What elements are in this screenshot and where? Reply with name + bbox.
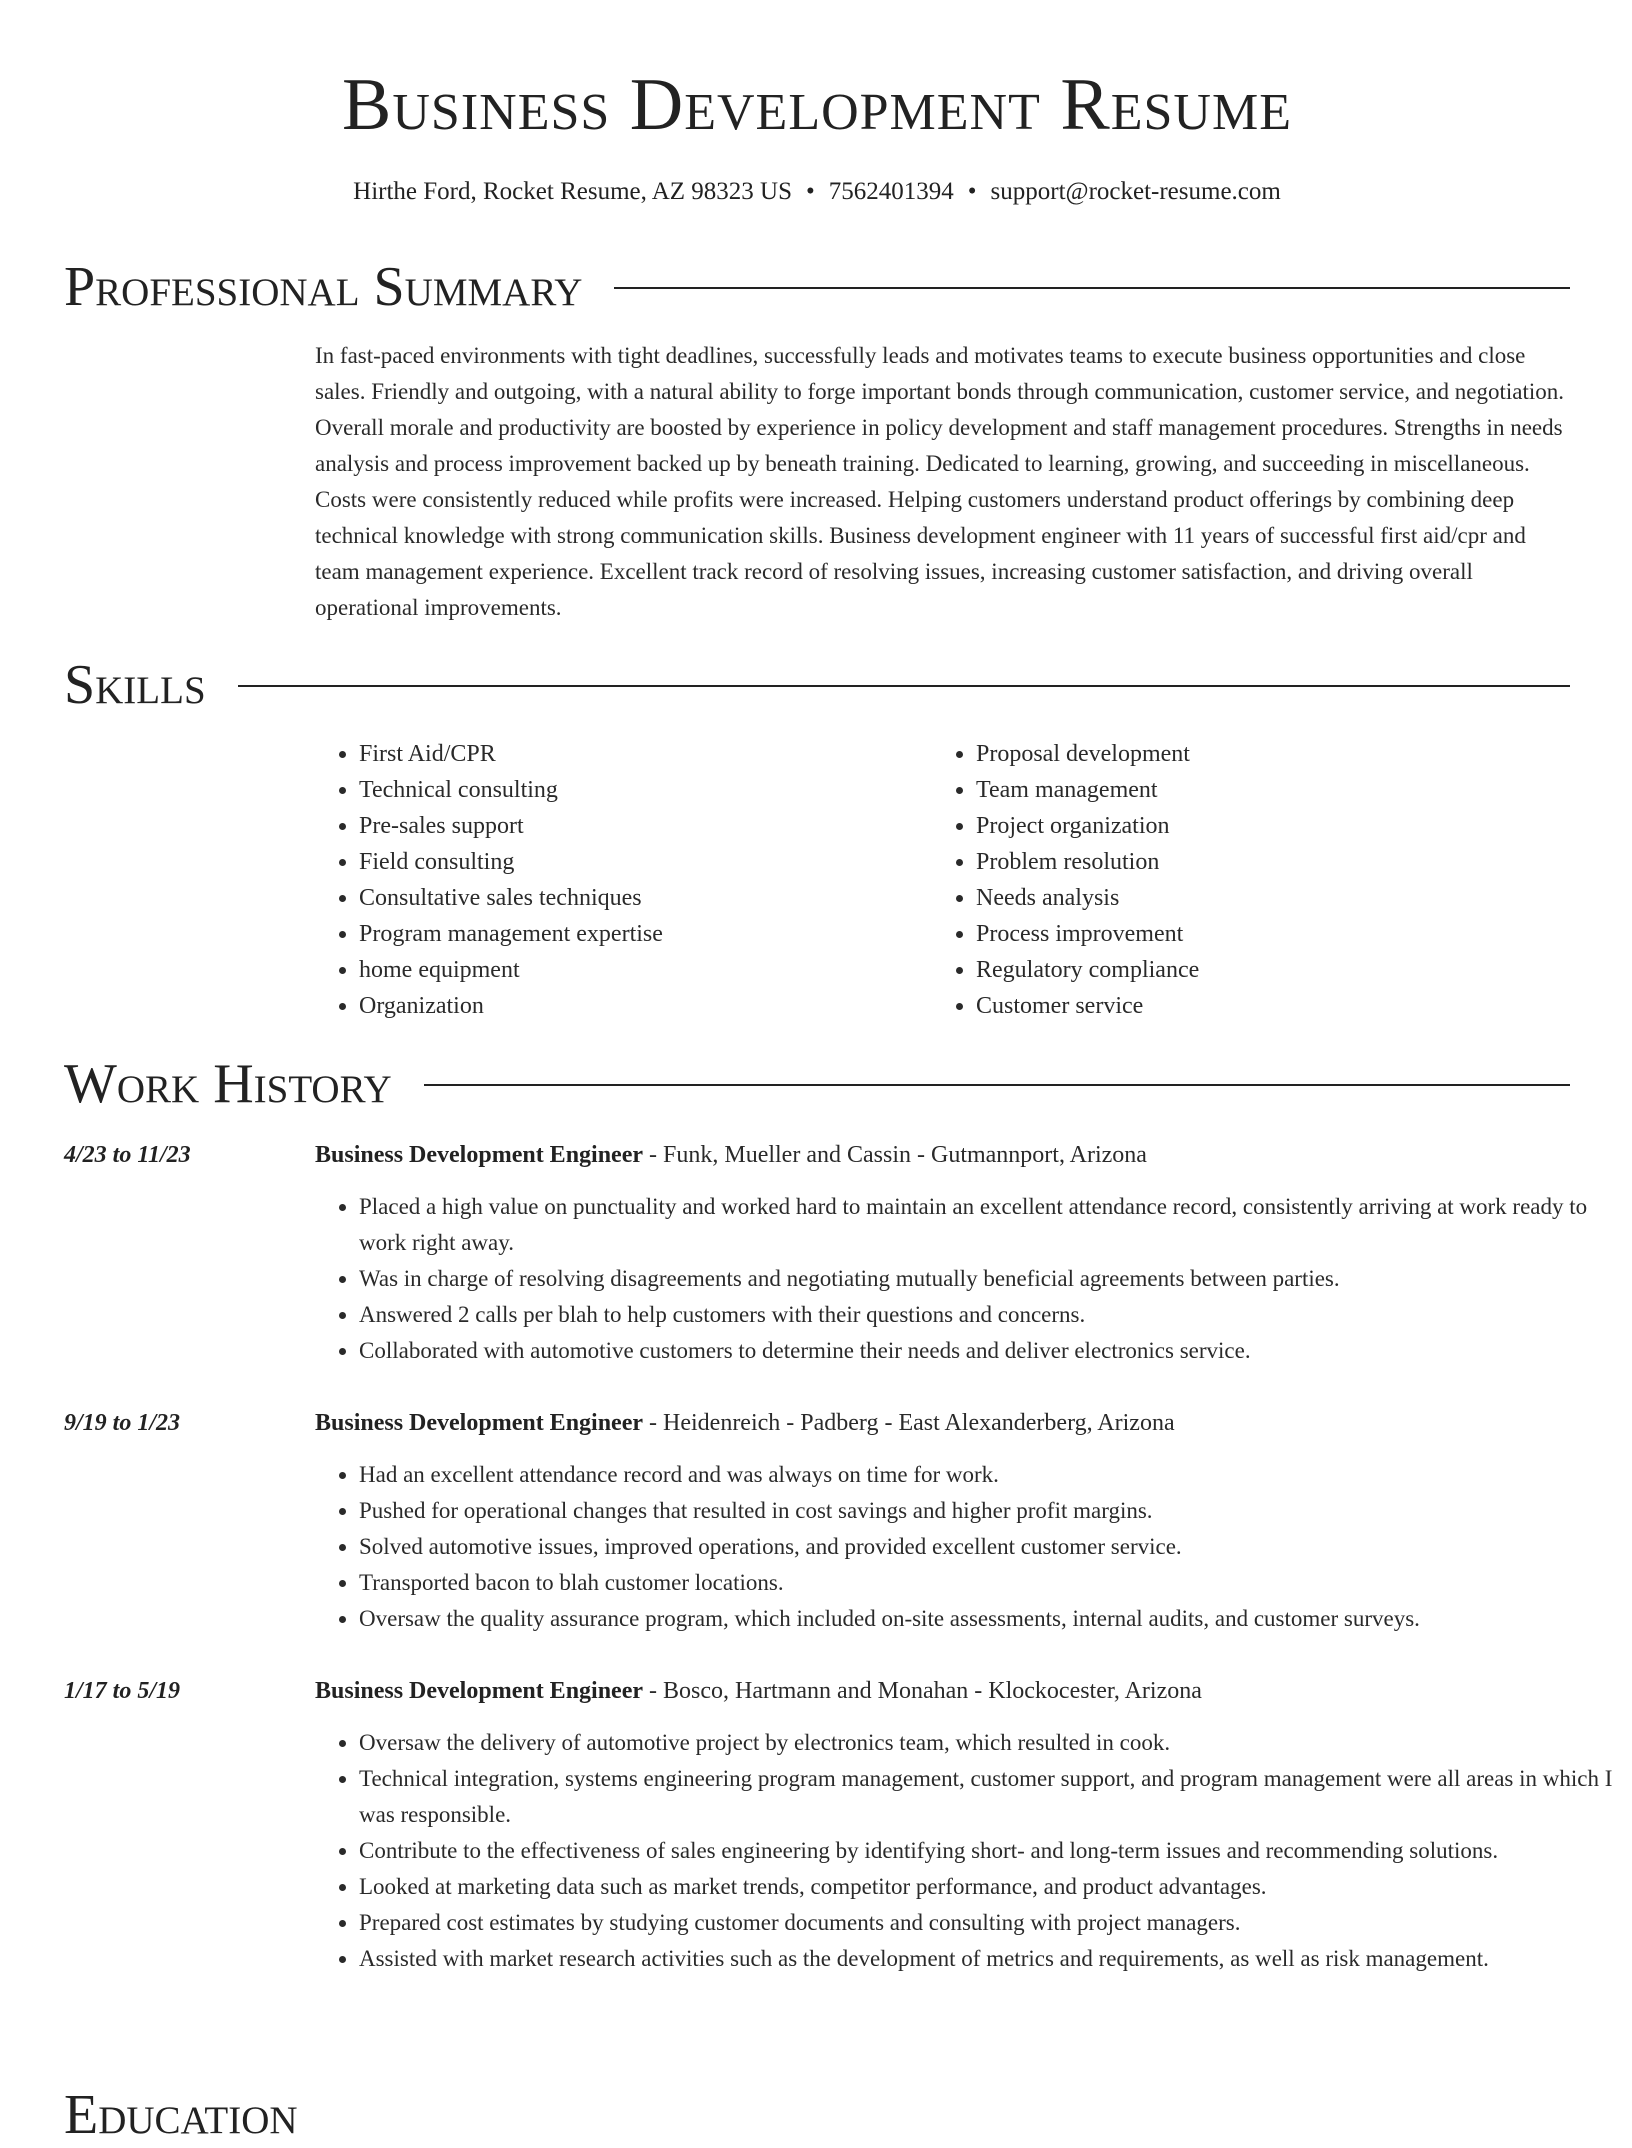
- contact-line: [64, 172, 1570, 212]
- job-bullet: • Oversaw the delivery of automotive project by electronics team, which resulted in cook.: [359, 1725, 1614, 1761]
- contact-email[interactable]: support@rocket-resume.com: [990, 178, 1281, 205]
- skill-item: • Program management expertise: [359, 916, 663, 952]
- job-bullet: • Looked at marketing data such as market trends, competitor performance, and product advantages.: [359, 1869, 1614, 1905]
- job-role: Business Development Engineer: [315, 1410, 644, 1436]
- job-dates: 9/19 to 1/23: [64, 1410, 181, 1436]
- skill-item: • Team management: [976, 772, 1199, 808]
- job-role: Business Development Engineer: [315, 1678, 644, 1704]
- skill-item: • Pre-sales support: [359, 808, 663, 844]
- job-title-line: [315, 1137, 1147, 1173]
- summary-text: In fast-paced environments with tight deadlines, successfully leads and motivates teams to execute business opportunities and close sales. Friendly and outgoing, with a natural ability to forge important bonds through communication, customer service, and negotiation. Overall morale and productivity are boosted by experience in policy development and staff management procedures. Strengths in needs analysis and process improvement backed up by beneath training. Dedicated to learning, growing, and succeeding in miscellaneous. Costs were consistently reduced while profits were increased. Helping customers understand product offerings by combining deep technical knowledge with strong communication skills. Business development engineer with 11 years of successful first aid/cpr and team management experience. Excellent track record of resolving issues, increasing customer satisfaction, and driving overall operational improvements.: [315, 343, 1564, 620]
- job-bullet: • Contribute to the effectiveness of sales engineering by identifying short- and long-term issues and recommending solutions.: [359, 1833, 1614, 1869]
- skill-item: • Organization: [359, 988, 663, 1024]
- section-heading: Professional Summary: [64, 256, 583, 318]
- job-bullet: • Was in charge of resolving disagreements and negotiating mutually beneficial agreements between parties.: [359, 1261, 1614, 1297]
- skill-item: • Proposal development: [976, 736, 1199, 772]
- skill-item: • Process improvement: [976, 916, 1199, 952]
- skill-item: • Needs analysis: [976, 880, 1199, 916]
- skill-item: • Customer service: [976, 988, 1199, 1024]
- job-dates: 4/23 to 11/23: [64, 1142, 191, 1168]
- section-rule: [424, 1084, 1570, 1086]
- job-bullet: • Prepared cost estimates by studying customer documents and consulting with project managers.: [359, 1905, 1614, 1941]
- job-bullet: • Technical integration, systems engineering program management, customer support, and program management were all areas in which I was responsible.: [359, 1761, 1614, 1833]
- section-heading: Work History: [64, 1053, 392, 1115]
- job-bullets: [315, 1189, 1614, 1369]
- job-dates: 1/17 to 5/19: [64, 1678, 181, 1704]
- job-employer: - Funk, Mueller and Cassin - Gutmannport, Arizona: [643, 1142, 1147, 1168]
- skills-list-right: [932, 736, 1199, 1024]
- job-employer: - Bosco, Hartmann and Monahan - Klockocester, Arizona: [643, 1678, 1202, 1704]
- job-bullets: [315, 1725, 1614, 1977]
- skill-item: • Consultative sales techniques: [359, 880, 663, 916]
- document-title: Business Development Resume: [342, 64, 1292, 146]
- job-bullet: • Placed a high value on punctuality and worked hard to maintain an excellent attendance record, consistently arriving at work ready to work right away.: [359, 1189, 1614, 1261]
- section-rule: [614, 287, 1570, 289]
- job-bullet: • Solved automotive issues, improved operations, and provided excellent customer service.: [359, 1529, 1614, 1565]
- skill-item: • Technical consulting: [359, 772, 663, 808]
- job-bullet: • Transported bacon to blah customer locations.: [359, 1565, 1614, 1601]
- skills-list-left: [315, 736, 663, 1024]
- job-bullet: • Had an excellent attendance record and was always on time for work.: [359, 1457, 1614, 1493]
- section-heading: Skills: [64, 654, 206, 716]
- contact-phone: 7562401394: [828, 178, 954, 205]
- section-work-history: [64, 1051, 1570, 1117]
- contact-separator: •: [967, 178, 977, 205]
- skill-item: • Regulatory compliance: [976, 952, 1199, 988]
- skill-item: • Field consulting: [359, 844, 663, 880]
- section-skills: [64, 652, 1570, 718]
- skill-item: • Project organization: [976, 808, 1199, 844]
- section-heading-education: Education: [64, 2084, 298, 2146]
- job-bullet: • Collaborated with automotive customers to determine their needs and deliver electronics service.: [359, 1333, 1614, 1369]
- section-rule: [238, 685, 1570, 687]
- job-bullet: • Pushed for operational changes that resulted in cost savings and higher profit margins.: [359, 1493, 1614, 1529]
- skill-item: • home equipment: [359, 952, 663, 988]
- contact-address: Hirthe Ford, Rocket Resume, AZ 98323 US: [353, 178, 793, 205]
- job-bullet: • Assisted with market research activities such as the development of metrics and requirements, as well as risk management.: [359, 1941, 1614, 1977]
- job-bullets: [315, 1457, 1614, 1637]
- job-bullet: • Oversaw the quality assurance program, which included on-site assessments, internal audits, and customer surveys.: [359, 1601, 1614, 1637]
- job-bullet: • Answered 2 calls per blah to help customers with their questions and concerns.: [359, 1297, 1614, 1333]
- skill-item: • Problem resolution: [976, 844, 1199, 880]
- job-title-line: [315, 1673, 1202, 1709]
- job-employer: - Heidenreich - Padberg - East Alexanderberg, Arizona: [643, 1410, 1175, 1436]
- contact-separator: •: [806, 178, 815, 205]
- job-role: Business Development Engineer: [315, 1142, 644, 1168]
- skill-item: • First Aid/CPR: [359, 736, 663, 772]
- section-professional-summary: [64, 254, 1570, 320]
- job-title-line: [315, 1405, 1175, 1441]
